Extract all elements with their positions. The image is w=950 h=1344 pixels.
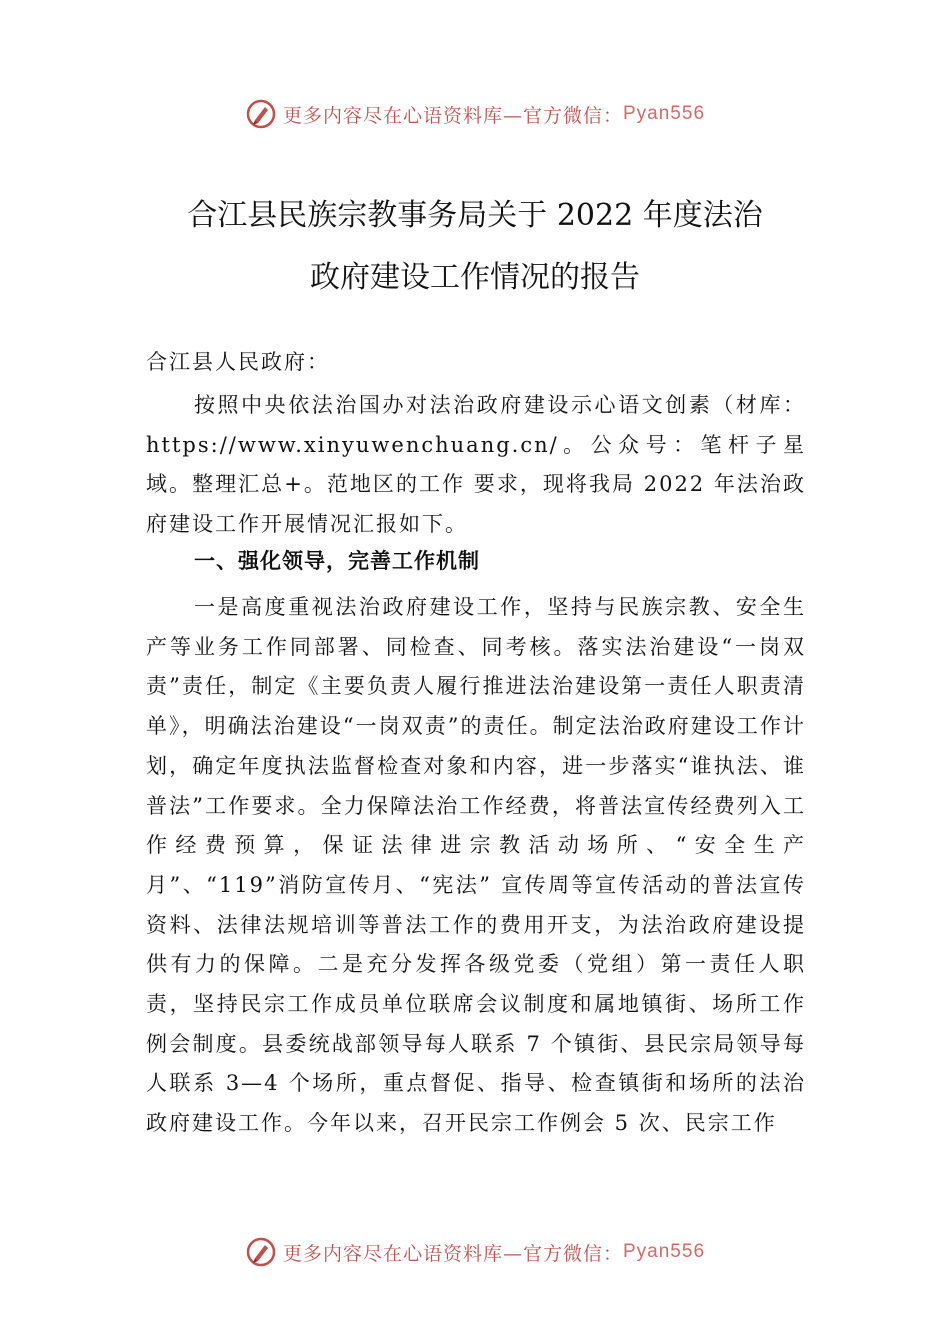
- intro-paragraph: 按照中央依法治国办对法治政府建设示心语文创素（材库：https://www.xinyuwenchuang.cn/。公众号：笔杆子星域。整理汇总+。范地区的工作 要求，现将我局 2022 年法治政府建设工作开展情况汇报如下。: [146, 393, 806, 537]
- watermark-banner-bottom: [0, 1232, 950, 1272]
- watermark-handle: Pyan556: [623, 103, 706, 124]
- pen-logo-icon: [245, 1236, 277, 1268]
- title-line-1: 合江县民族宗教事务局关于 2022 年度法治: [187, 198, 763, 233]
- watermark-text: 更多内容尽在心语资料库—官方微信：: [282, 1242, 623, 1265]
- title-line-2: 政府建设工作情况的报告: [310, 260, 640, 295]
- section-1-heading: 一、强化领导，完善工作机制: [194, 549, 480, 573]
- section-1-body: 一是高度重视法治政府建设工作，坚持与民族宗教、安全生产等业务工作同部署、同检查、同考核。落实法治建设“一岗双责”责任，制定《主要负责人履行推进法治建设第一责任人职责清单》，明确法治建设“一岗双责”的责任。制定法治政府建设工作计划，确定年度执法监督检查对象和内容，进一步落实“谁执法、谁普法”工作要求。全力保障法治工作经费，将普法宣传经费列入工作经费预算，保证法律进宗教活动场所、“安全生产月”、“119”消防宣传月、“宪法” 宣传周等宣传活动的普法宣传资料、法律法规培训等普法工作的费用开支，为法治政府建设提供有力的保障。二是充分发挥各级党委（党组）第一责任人职责，坚持民宗工作成员单位联席会议制度和属地镇街、场所工作例会制度。县委统战部领导每人联系 7 个镇街、县民宗局领导每人联系 3—4 个场所，重点督促、指导、检查镇街和场所的法治政府建设工作。今年以来，召开民宗工作例会 5 次、民宗工作: [146, 595, 806, 1136]
- watermark-handle: Pyan556: [623, 1241, 706, 1262]
- watermark-banner-top: [0, 94, 950, 134]
- pen-logo-icon: [245, 98, 277, 130]
- salutation: 合江县人民政府：: [146, 350, 330, 374]
- document-title: [120, 185, 830, 309]
- watermark-text: 更多内容尽在心语资料库—官方微信：: [282, 104, 623, 127]
